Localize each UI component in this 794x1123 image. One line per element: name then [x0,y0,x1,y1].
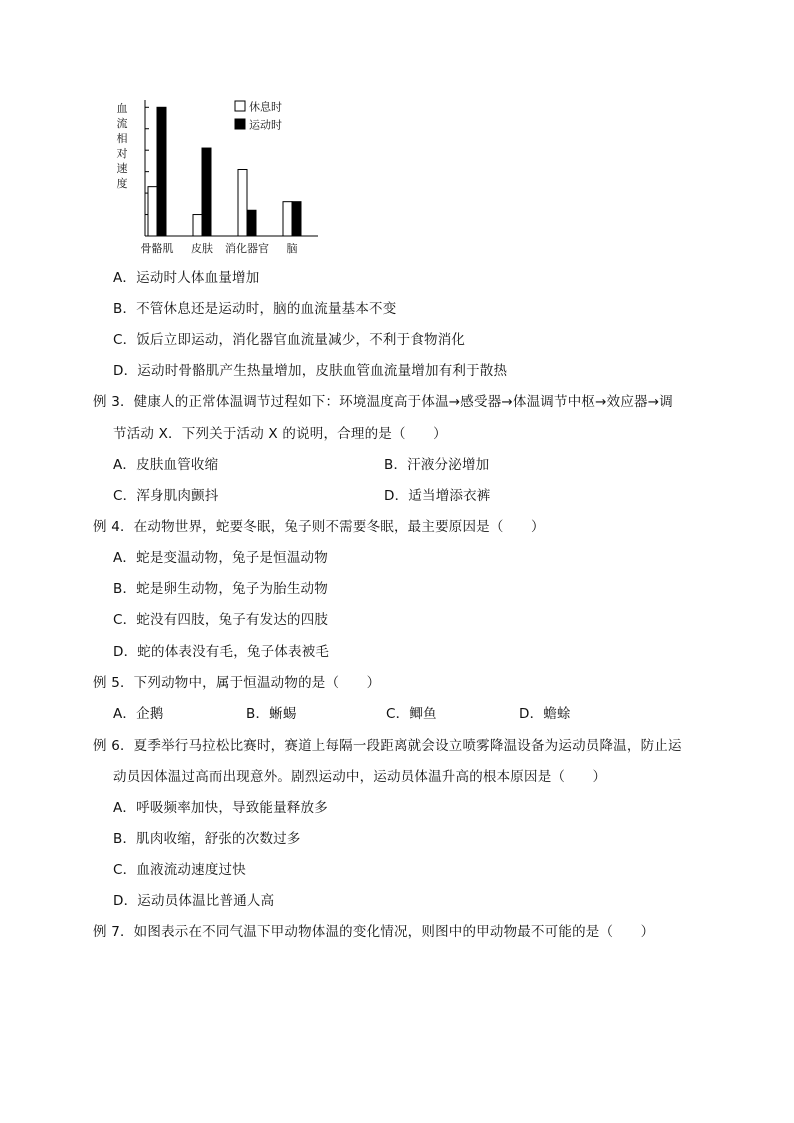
q4-option-b: B．蛇是卵生动物，兔子为胎生动物 [113,581,328,597]
q2-option-b: B．不管休息还是运动时，脑的血流量基本不变 [113,301,397,317]
bar-rest-3 [283,202,292,236]
blood-flow-bar-chart [108,96,328,258]
q6-option-d: D．运动员体温比普通人高 [113,893,275,909]
legend-swatch-0 [235,101,245,111]
q7-stem: 例 7．如图表示在不同气温下甲动物体温的变化情况，则图中的甲动物最不可能的是（ ） [93,924,655,940]
q5-option-c: C．鲫鱼 [386,706,437,722]
q4-option-a: A．蛇是变温动物，兔子是恒温动物 [113,550,328,566]
q6-option-b: B．肌肉收缩，舒张的次数过多 [113,831,301,847]
y-axis-label [117,102,128,190]
bar-rest-2 [238,170,247,237]
q5-stem: 例 5．下列动物中，属于恒温动物的是（ ） [93,675,381,691]
q3-option-c: C．浑身肌肉颤抖 [113,488,219,504]
x-tick-label-3: 脑 [286,242,298,255]
q5-option-a: A．企鹅 [113,706,164,722]
bar-rest-1 [193,215,202,236]
q4-option-c: C．蛇没有四肢，兔子有发达的四肢 [113,612,329,628]
legend [235,100,282,132]
bar-exercise-0 [157,107,166,236]
bar-exercise-2 [247,210,256,236]
x-tick-label-2: 消化器官 [225,242,269,255]
q3-stem-line2: 节活动 X．下列关于活动 X 的说明，合理的是（ ） [113,426,447,442]
q3-option-d: D．适当增添衣裤 [384,488,491,504]
legend-label-1: 运动时 [249,118,282,132]
q6-stem-line1: 例 6．夏季举行马拉松比赛时，赛道上每隔一段距离就会设立喷雾降温设备为运动员降温，防止运 [93,738,682,754]
q3-stem-line1: 例 3．健康人的正常体温调节过程如下：环境温度高于体温→感受器→体温调节中枢→效应器→调 [93,394,673,410]
q4-stem: 例 4．在动物世界，蛇要冬眠，兔子则不需要冬眠，最主要原因是（ ） [93,519,545,535]
x-tick-labels [141,241,298,255]
y-axis-label-text: 血流相对速度 [116,102,128,190]
q6-option-c: C．血液流动速度过快 [113,862,246,878]
bar-exercise-3 [292,202,301,236]
q3-option-b: B．汗液分泌增加 [384,457,490,473]
q3-option-a: A．皮肤血管收缩 [113,457,219,473]
q5-option-d: D．蟾蜍 [519,706,571,722]
x-tick-label-1: 皮肤 [191,242,213,255]
legend-label-0: 休息时 [249,100,282,114]
bar-exercise-1 [202,148,211,236]
q6-stem-line2: 动员因体温过高而出现意外。剧烈运动中，运动员体温升高的根本原因是（ ） [113,769,607,785]
legend-swatch-1 [235,119,245,129]
q4-option-d: D．蛇的体表没有毛，兔子体表被毛 [113,644,330,660]
q2-option-a: A．运动时人体血量增加 [113,270,260,286]
q2-option-c: C．饭后立即运动，消化器官血流量减少，不利于食物消化 [113,332,466,348]
q2-option-d: D．运动时骨骼肌产生热量增加，皮肤血管血流量增加有利于散热 [113,363,508,379]
q6-option-a: A．呼吸频率加快，导致能量释放多 [113,800,328,816]
bar-rest-0 [148,187,157,236]
x-tick-label-0: 骨骼肌 [140,242,174,255]
q5-option-b: B．蜥蜴 [246,706,297,722]
